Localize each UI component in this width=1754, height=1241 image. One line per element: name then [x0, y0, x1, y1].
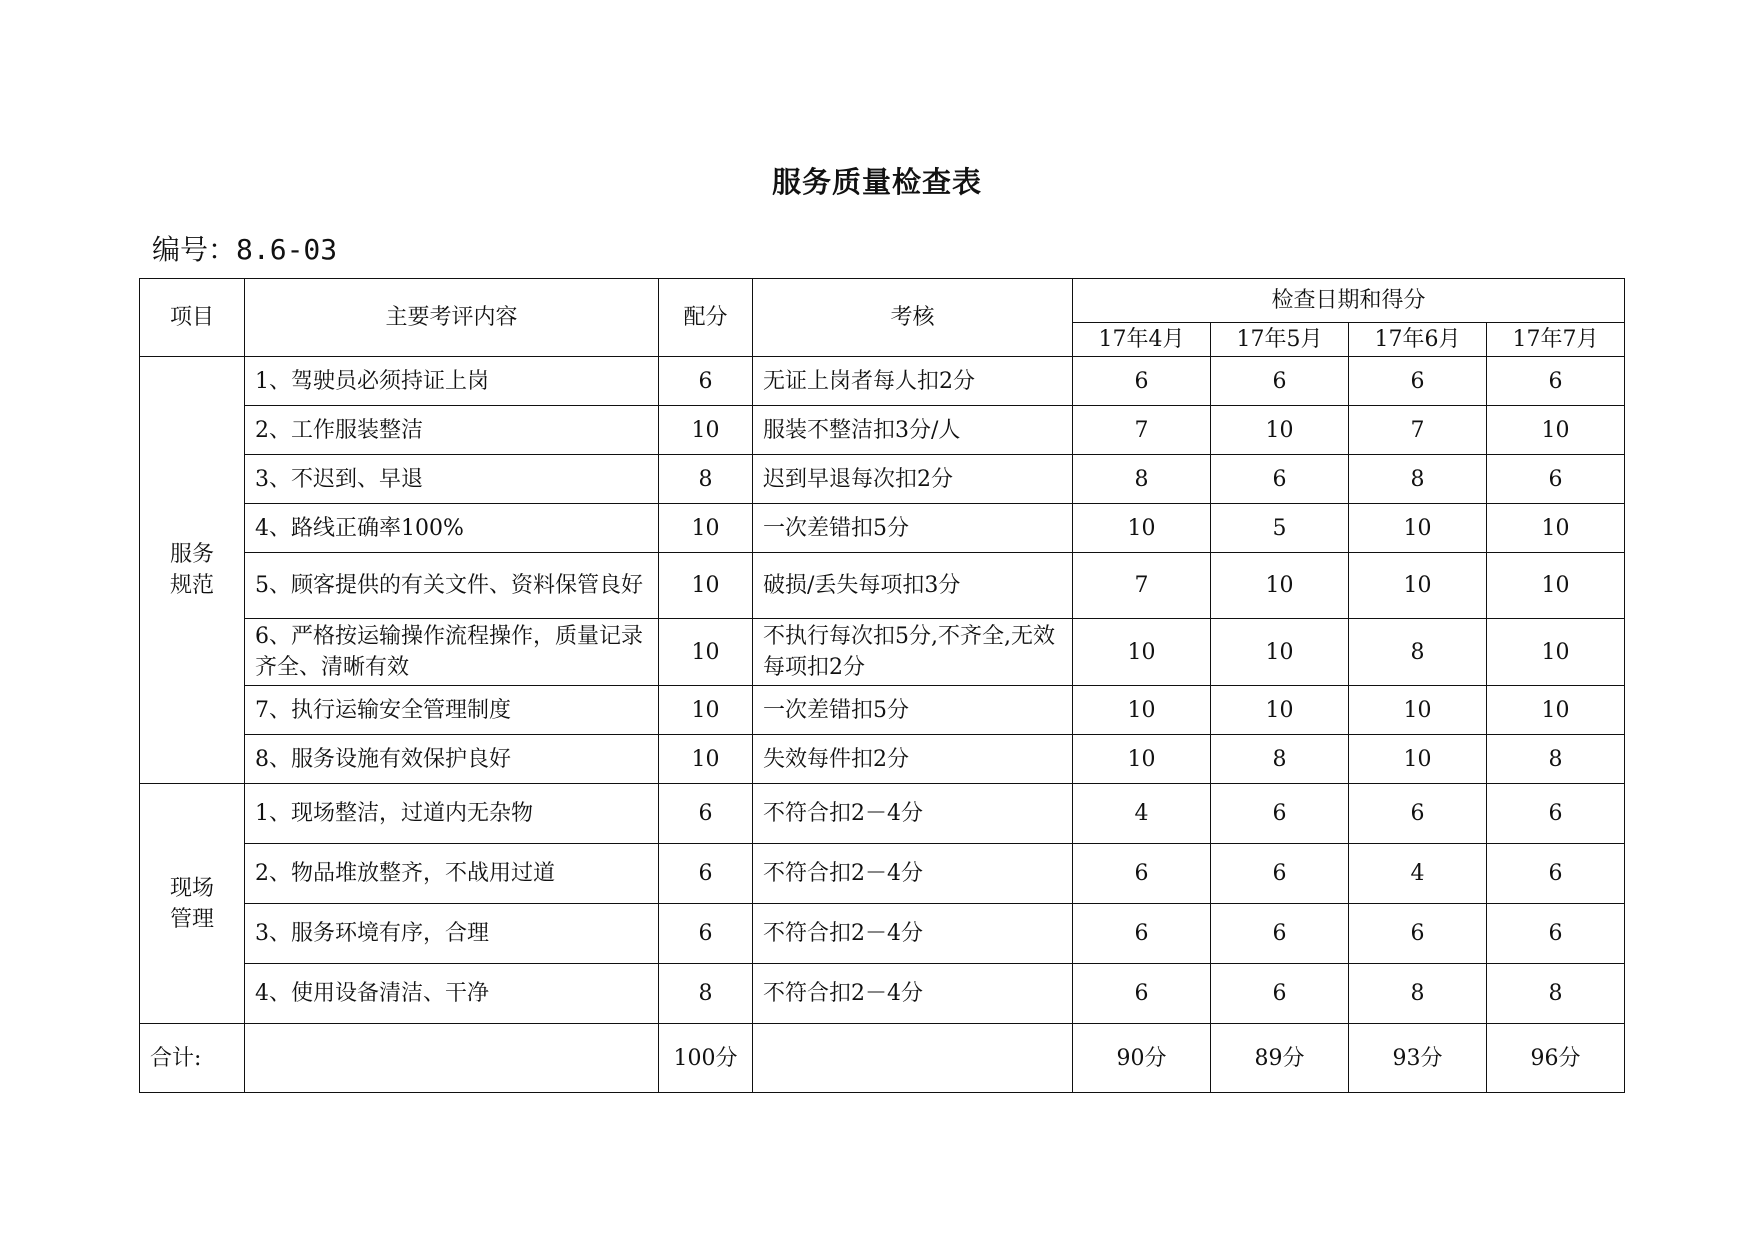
criterion-text: 1、驾驶员必须持证上岗 [245, 357, 659, 406]
score-cell: 10 [1073, 504, 1211, 553]
inspection-table [139, 278, 1625, 1093]
criterion-text: 3、服务环境有序，合理 [245, 904, 659, 964]
score-cell: 8 [1349, 455, 1487, 504]
score-cell: 7 [1073, 406, 1211, 455]
max-score: 8 [659, 455, 753, 504]
table-row [140, 455, 1625, 504]
score-cell: 10 [1211, 406, 1349, 455]
score-cell: 6 [1487, 455, 1625, 504]
score-cell: 6 [1349, 904, 1487, 964]
criterion-text: 4、使用设备清洁、干净 [245, 964, 659, 1024]
score-cell: 8 [1349, 964, 1487, 1024]
header-month: 17年7月 [1487, 323, 1625, 357]
score-cell: 6 [1487, 784, 1625, 844]
table-row [140, 357, 1625, 406]
total-assessment-empty [753, 1024, 1073, 1093]
assessment-rule: 一次差错扣5分 [753, 686, 1073, 735]
table-row [140, 619, 1625, 686]
max-score: 10 [659, 504, 753, 553]
table-row [140, 784, 1625, 844]
table-row [140, 553, 1625, 619]
score-cell: 7 [1349, 406, 1487, 455]
max-score: 6 [659, 904, 753, 964]
score-cell: 6 [1211, 964, 1349, 1024]
score-cell: 6 [1211, 357, 1349, 406]
score-cell: 8 [1487, 964, 1625, 1024]
document-code: 编号：8.6-03 [152, 233, 338, 266]
header-month: 17年6月 [1349, 323, 1487, 357]
criterion-text: 7、执行运输安全管理制度 [245, 686, 659, 735]
criterion-text: 6、严格按运输操作流程操作，质量记录齐全、清晰有效 [245, 619, 659, 686]
table-row [140, 686, 1625, 735]
score-cell: 10 [1349, 504, 1487, 553]
score-cell: 6 [1487, 904, 1625, 964]
max-score: 6 [659, 784, 753, 844]
score-cell: 6 [1211, 784, 1349, 844]
total-result: 96分 [1487, 1024, 1625, 1093]
score-cell: 4 [1349, 844, 1487, 904]
header-score: 配分 [659, 279, 753, 357]
score-cell: 10 [1349, 553, 1487, 619]
assessment-rule: 破损/丢失每项扣3分 [753, 553, 1073, 619]
max-score: 10 [659, 686, 753, 735]
header-month: 17年5月 [1211, 323, 1349, 357]
max-score: 8 [659, 964, 753, 1024]
score-cell: 10 [1349, 735, 1487, 784]
score-cell: 10 [1073, 686, 1211, 735]
score-cell: 6 [1211, 844, 1349, 904]
criterion-text: 5、顾客提供的有关文件、资料保管良好 [245, 553, 659, 619]
category-service-standard [140, 357, 245, 784]
total-score: 100分 [659, 1024, 753, 1093]
score-cell: 6 [1073, 904, 1211, 964]
table-row [140, 406, 1625, 455]
total-content-empty [245, 1024, 659, 1093]
score-cell: 10 [1487, 504, 1625, 553]
max-score: 10 [659, 553, 753, 619]
score-cell: 6 [1073, 357, 1211, 406]
assessment-rule: 失效每件扣2分 [753, 735, 1073, 784]
score-cell: 8 [1073, 455, 1211, 504]
score-cell: 10 [1487, 686, 1625, 735]
table-row [140, 844, 1625, 904]
total-result: 90分 [1073, 1024, 1211, 1093]
score-cell: 6 [1349, 357, 1487, 406]
score-cell: 8 [1487, 735, 1625, 784]
header-assessment: 考核 [753, 279, 1073, 357]
table-row [140, 964, 1625, 1024]
score-cell: 6 [1073, 844, 1211, 904]
document-title: 服务质量检查表 [771, 165, 982, 199]
category-site-management [140, 784, 245, 1024]
header-row [140, 279, 1625, 323]
score-cell: 6 [1073, 964, 1211, 1024]
score-cell: 10 [1211, 686, 1349, 735]
criterion-text: 2、工作服装整洁 [245, 406, 659, 455]
score-cell: 6 [1211, 904, 1349, 964]
score-cell: 8 [1349, 619, 1487, 686]
score-cell: 7 [1073, 553, 1211, 619]
score-cell: 6 [1211, 455, 1349, 504]
score-cell: 6 [1487, 357, 1625, 406]
score-cell: 6 [1487, 844, 1625, 904]
score-cell: 10 [1073, 619, 1211, 686]
assessment-rule: 一次差错扣5分 [753, 504, 1073, 553]
category-label: 服务 规范 [169, 542, 214, 598]
score-cell: 10 [1487, 406, 1625, 455]
table-row [140, 904, 1625, 964]
assessment-rule: 不执行每次扣5分,不齐全,无效每项扣2分 [753, 619, 1073, 686]
score-cell: 10 [1349, 686, 1487, 735]
assessment-rule: 迟到早退每次扣2分 [753, 455, 1073, 504]
score-cell: 10 [1487, 553, 1625, 619]
assessment-rule: 不符合扣2－4分 [753, 784, 1073, 844]
assessment-rule: 不符合扣2－4分 [753, 844, 1073, 904]
assessment-rule: 不符合扣2－4分 [753, 964, 1073, 1024]
header-check-group: 检查日期和得分 [1073, 279, 1625, 323]
header-month: 17年4月 [1073, 323, 1211, 357]
table-row [140, 504, 1625, 553]
score-cell: 10 [1487, 619, 1625, 686]
criterion-text: 8、服务设施有效保护良好 [245, 735, 659, 784]
max-score: 10 [659, 619, 753, 686]
total-label: 合计: [140, 1024, 245, 1093]
criterion-text: 1、现场整洁，过道内无杂物 [245, 784, 659, 844]
total-result: 93分 [1349, 1024, 1487, 1093]
max-score: 10 [659, 406, 753, 455]
assessment-rule: 无证上岗者每人扣2分 [753, 357, 1073, 406]
criterion-text: 4、路线正确率100% [245, 504, 659, 553]
assessment-rule: 服装不整洁扣3分/人 [753, 406, 1073, 455]
header-item: 项目 [140, 279, 245, 357]
category-label: 现场 管理 [169, 875, 214, 932]
total-row [140, 1024, 1625, 1093]
score-cell: 5 [1211, 504, 1349, 553]
score-cell: 4 [1073, 784, 1211, 844]
score-cell: 10 [1073, 735, 1211, 784]
max-score: 6 [659, 844, 753, 904]
header-content: 主要考评内容 [245, 279, 659, 357]
score-cell: 10 [1211, 553, 1349, 619]
max-score: 6 [659, 357, 753, 406]
score-cell: 10 [1211, 619, 1349, 686]
total-result: 89分 [1211, 1024, 1349, 1093]
score-cell: 8 [1211, 735, 1349, 784]
max-score: 10 [659, 735, 753, 784]
criterion-text: 2、物品堆放整齐，不战用过道 [245, 844, 659, 904]
score-cell: 6 [1349, 784, 1487, 844]
criterion-text: 3、不迟到、早退 [245, 455, 659, 504]
table-row [140, 735, 1625, 784]
assessment-rule: 不符合扣2－4分 [753, 904, 1073, 964]
